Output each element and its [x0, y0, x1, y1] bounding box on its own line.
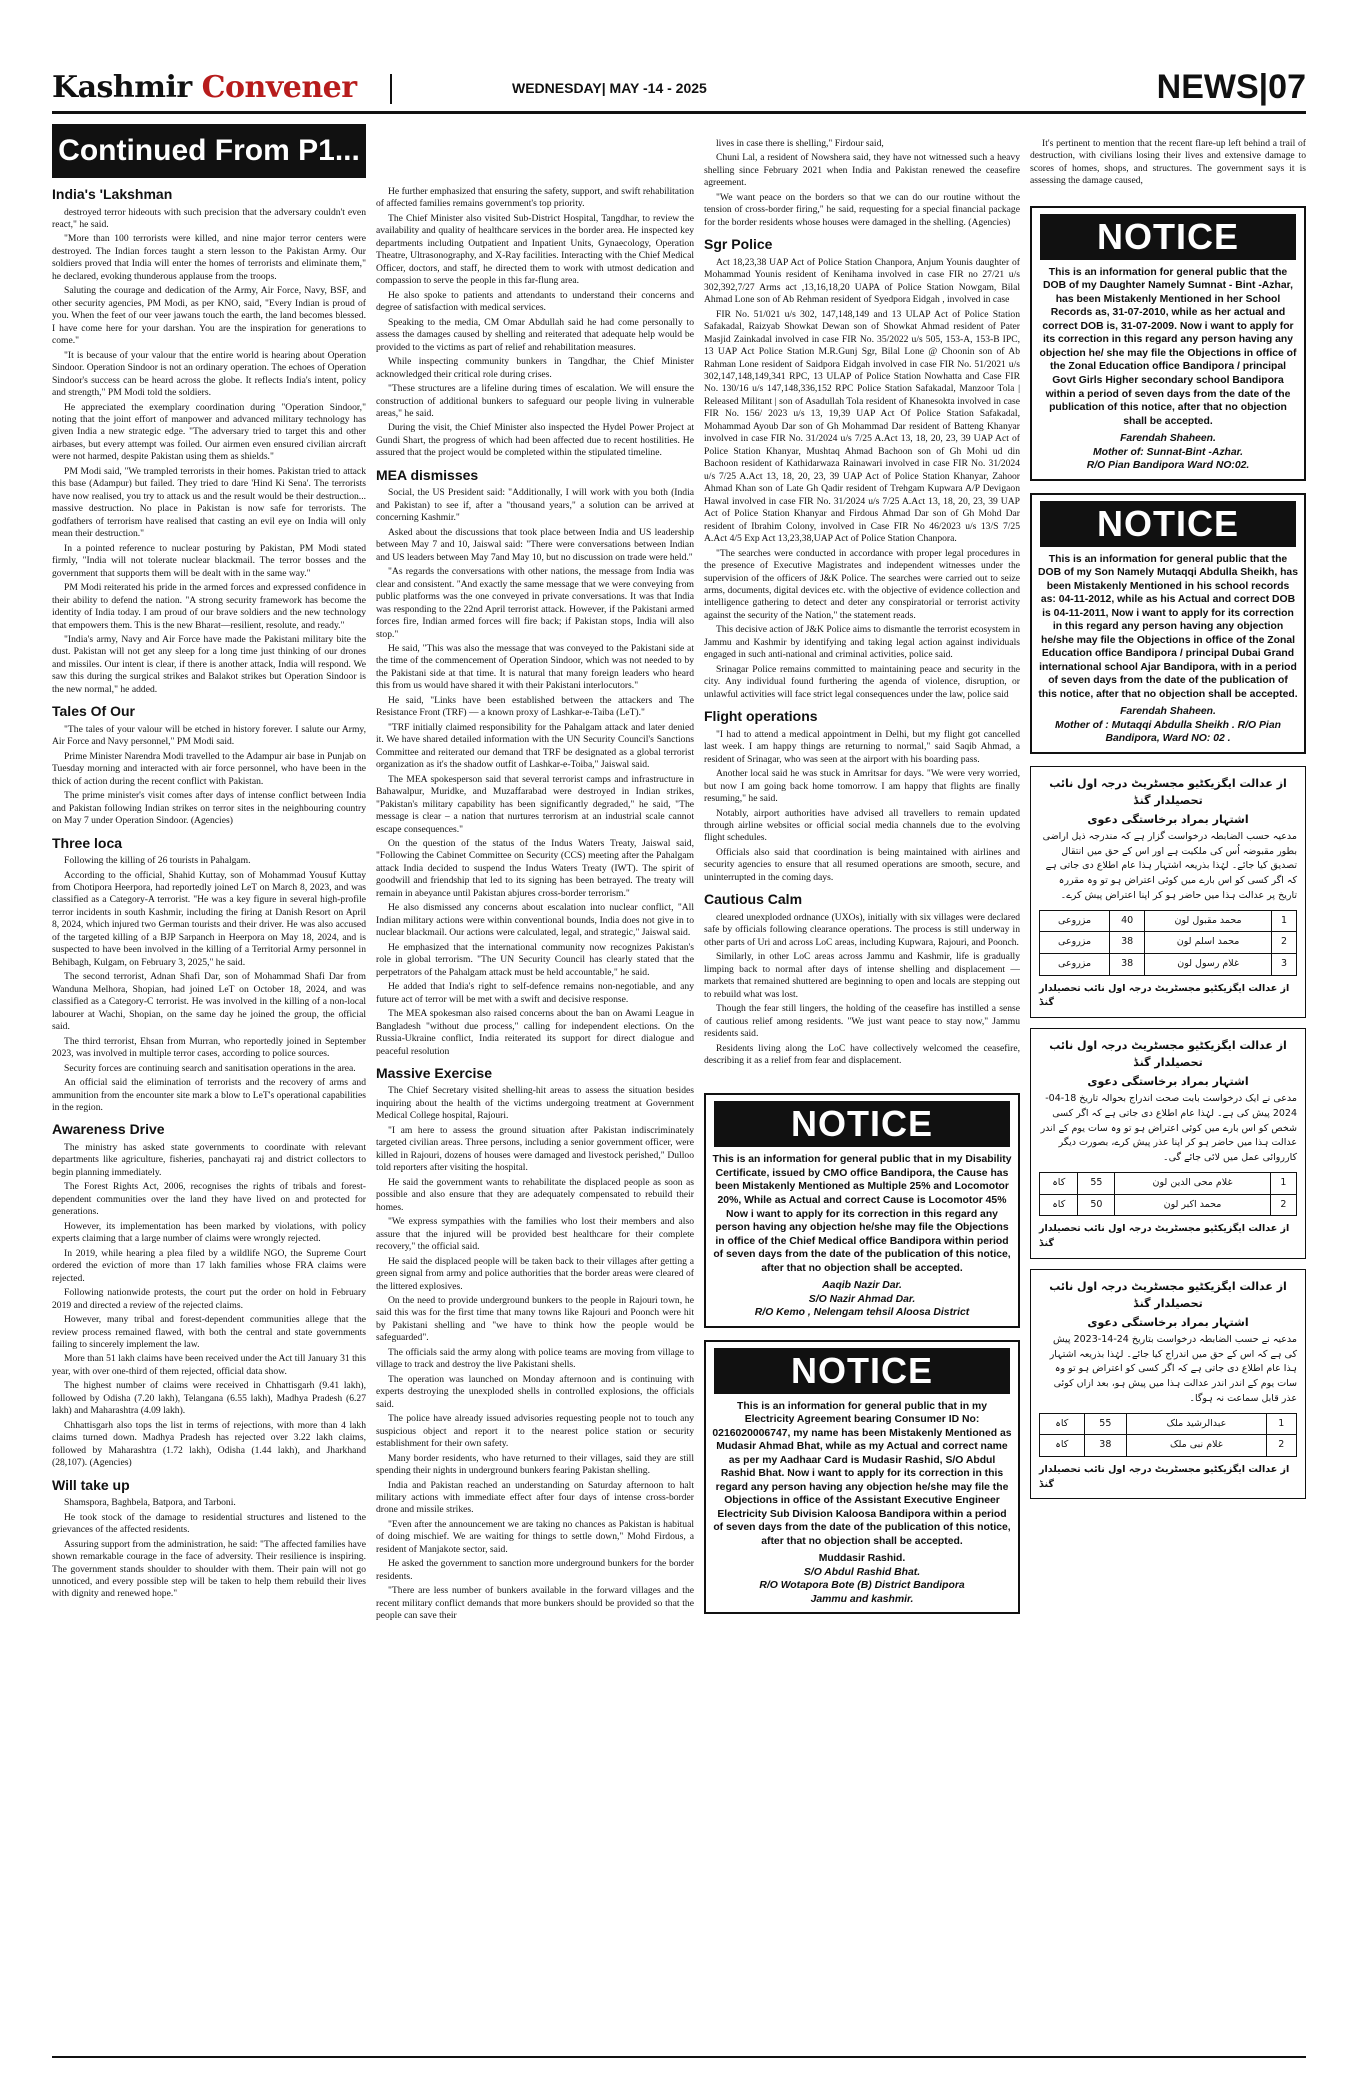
page-section-number: NEWS|07 — [1156, 68, 1306, 106]
paragraph: This decisive action of J&K Police aims to dismantle the terrorist ecosystem in Jammu and Kashmir by identifying and taking legal action against individuals engaged in such anti-national and criminal activities, police said. — [704, 624, 1020, 661]
article-heading-cautious-calm: Cautious Calm — [704, 891, 803, 908]
urdu-notice-subtitle: اشتہار بمراد برخاستگی دعوی — [1087, 812, 1249, 826]
paragraph: He added that India's right to self-defence remains non-negotiable, and any future act of terror will be met with a swift and decisive response. — [376, 981, 694, 1005]
paragraph: "India's army, Navy and Air Force have made the Pakistani military bite the dust. Pakistan will not get any sleep for a long time just thinking of our drones and missiles. Our intent is clear, if there is another attack, India will respond. We saw this during the surgical strikes and Balakot strikes but Operation Sindoor is the new normal," he added. — [52, 633, 366, 695]
notice-heading: NOTICE — [1040, 214, 1296, 260]
paragraph: During the visit, the Chief Minister also inspected the Hydel Power Project at Gundi Shart, the progress of which had been affected due to recent hostilities. He assured that the project would be completed within the stipulated timeline. — [376, 422, 694, 459]
paragraph: "It is because of your valour that the entire world is hearing about Operation Sindoor. Operation Sindoor is not an ordinary operation. The echoes of Operation Sindoor's success can be heard across the globe. It reflects India's intent, policy and strength," PM Modi told the soldiers. — [52, 349, 366, 399]
paragraph: Assuring support from the administration, he said: "The affected families have shown remarkable courage in the face of adversity. Their resilience is inspiring. The government stands shoulder to shoulder with them. Their pain will not go unnoticed, and every possible step will be taken to help them rebuild their lives with dignity and renewed hope." — [52, 1538, 366, 1600]
paragraph: FIR No. 51/021 u/s 302, 147,148,149 and 13 ULAP Act of Police Station Safakadal, Raizyab Showkat Dewan son of Showkat Ahmad resident of Pater Masjid Zainkadal involved in case FIR No. 35/2022 u/s 505, 153-A, 153-B IPC, 13 UAP Act Police Station M.R.Gunj Sgr, Bilal Lone @ Choonin son of Ab Rahman Lone resident of Saidpora Eidgah involved in case FIR No. 51/2021 u/s 302,147,148,149,341 RPC, 13 ULAP of Police Station Nowhatta and Case FIR No. 130/16 u/s 147,148,336,152 RPC Police Station Safakadal, Manzoor Tola | Released Militant | son of Asadullah Tola resident of Khanesokta involved in case FIR No. 156/ 2023 u/s 13, 19,39 UAP Act Of Police Station Safakadal, Mohammad Ayoub Dar son of Gh Mohammad Dar resident of Batteng Khanyar involved in case FIR No. 31/2024 u/s 7/25 A.Act 13, 18, 20, 23, 39 UAP Act of Police Station Khanyar, Mushtaq Ahmad Bachoon son of Gh Mohi ud din Bachoon resident of Kathidarwaza Rainawari involved in case FIR No. 31/2024 u/s 7/25 A.Act 13, 18, 20, 23, 39 UAP Act of Police Station Khanyar, Zahoor Ahmad Khan son of Late Gh Qadir resident of Trehgam Kupwara A/P Devigaon Hawal involved in case FIR No. 31/2024 u/s 7/25 A.Act 13, 18, 20, 23, 39 UAP Act of Police Station Khanyar and Firdous Ahmad Dar son of Gh Mohd Dar resident of Ibrahim Colony, involved in Case FIR No 46/2023 u/s 13/S 7/25 A.Act 4/5 Exp Act 13,23,38,UAP Act of Police Station Chanpora. — [704, 308, 1020, 545]
table-row — [1040, 954, 1297, 976]
urdu-notice-footer: از عدالت ایگزیکٹیو مجسٹریٹ درجہ اول نائب تحصیلدار گنڈ — [1039, 1223, 1290, 1250]
paragraph: Shamspora, Baghbela, Batpora, and Tarboni. — [64, 1497, 236, 1509]
table-cell: 3 — [1271, 954, 1296, 976]
paragraph: He also dismissed any concerns about escalation into nuclear conflict, "All Indian military actions were within conventional bounds, India does not give in to nuclear blackmail. Our actions were calculated, legal, and strategic," Jaiswal said. — [376, 902, 694, 939]
paragraph: The MEA spokesman also raised concerns about the ban on Awami League in Bangladesh "without due process," calling for independent elections. On the Russia-Ukraine conflict, India reiterated its support for direct dialogue and peaceful resolution — [376, 1008, 694, 1057]
paragraph: Asked about the discussions that took place between India and US leadership between May 7 and 10, Jaiswal said: "There were conversations between Indian and US leaders between May 7and May 10, but no discussion on trade were held." — [376, 526, 694, 563]
table-cell: کاہ — [1040, 1194, 1078, 1216]
paragraph: The police have already issued advisories requesting people not to touch any suspicious object and report it to the nearest police station or security establishment for their own safety. — [376, 1413, 694, 1450]
paragraph: He appreciated the exemplary coordination during "Operation Sindoor," noting that the joint effort of manpower and advanced military technology has given India a new strategic edge. "The adversary tried to target this and other airbases, but every attempt was foiled. Our airmen even ensured civilian aircraft were not harmed, despite Pakistan using them as shields." — [52, 401, 366, 463]
urdu-notice-footer: از عدالت ایگزیکٹیو مجسٹریٹ درجہ اول نائب تحصیلدار گنڈ — [1039, 982, 1290, 1009]
notice-signature: Farendah Shaheen. — [1120, 433, 1216, 445]
paragraph: The second terrorist, Adnan Shafi Dar, son of Mohammad Shafi Dar from Wanduna Melhora, Shopian, had joined LeT on October 18, 2024, and was classified as a Category-C terrorist. He was involved in the killing of a non-local labourer at Wachi, Shopian, on the same day he joined the group, the official said. — [52, 971, 366, 1033]
paragraph: Following the killing of 26 tourists in Pahalgam. — [64, 855, 251, 867]
paragraph: Saluting the courage and dedication of the Army, Air Force, Navy, BSF, and other security agencies, PM Modi, as per KNO, said, "Every Indian is proud of you. When the feet of our veer jawans touch the earth, the land becomes blessed. I have come here for your darshan. You are the inspiration for generations to come." — [52, 285, 366, 347]
table-cell: 38 — [1110, 954, 1145, 976]
table-cell: 2 — [1266, 1435, 1296, 1457]
paragraph: On the question of the status of the Indus Waters Treaty, Jaiswal said, "Following the Cabinet Committee on Security (CCS) meeting after the Pahalgam attack India decided to suspend the Indus Waters Treaty (IWT). The spirit of goodwill and friendship that led to its signing has been betrayed. The treaty will remain in abeyance until Pakistan abjures cross-border terrorism." — [376, 838, 694, 899]
issue-date: WEDNESDAY| MAY -14 - 2025 — [512, 80, 707, 96]
urdu-notice-text: مدعیہ نے حسب الضابطہ درخواست بتاریخ 24-14-2023 پیش کی ہے کہ اس کے حق میں اندراج کیا جائے۔ لہٰذا بذریعہ اشتہار ہذا عام اطلاع دی جاتی ہے کہ اگر کسی کو اعتراض ہو تو وہ سات یوم کے اندر اندر عدالت ہذا میں پیش ہو، بعد ازاں کوئی عذر قابل سماعت نہ ہوگا۔ — [1049, 1333, 1297, 1404]
paragraph: He asked the government to sanction more underground bunkers for the border residents. — [376, 1558, 694, 1582]
paragraph: The prime minister's visit comes after days of intense conflict between India and Pakistan following Indian strikes on terror sites in the neighbouring country on May 7 under Operation Sindoor. (Agencies) — [52, 790, 366, 827]
paragraph: "I had to attend a medical appointment in Delhi, but my flight got cancelled last week. I am happy things are returning to normal," said Saqib Ahmad, a resident of Srinagar, who was seen at the airport with his boarding pass. — [704, 728, 1020, 765]
paragraph: He further emphasized that ensuring the safety, support, and swift rehabilitation of affected families remains government's top priority. — [376, 186, 694, 210]
article-heading-sgr-police: Sgr Police — [704, 236, 773, 253]
paragraph: The Forest Rights Act, 2006, recognises the rights of tribals and forest-dependent communities over the land they have lived on and protected for generations. — [52, 1181, 366, 1218]
paragraph: The officials said the army along with police teams are moving from village to village to track and destroy the live Pakistani shells. — [376, 1346, 694, 1371]
table-cell: محمد مقبول لون — [1145, 910, 1272, 932]
newspaper-page — [52, 124, 1306, 2042]
table-cell: کاہ — [1040, 1172, 1078, 1194]
urdu-notice-subtitle: اشتہار بمراد برخاستگی دعوی — [1087, 1075, 1249, 1089]
notice-signature: R/O Pian Bandipora Ward NO:02. — [1086, 460, 1250, 472]
notice-signature: Jammu and kashmir. — [810, 1593, 914, 1605]
paragraph: Srinagar Police remains committed to maintaining peace and security in the city. Any individual found furthering the agenda of violence, disruption, or unlawful activities will face strict legal consequences under the law, police said — [704, 663, 1020, 700]
urdu-court-notice-3 — [1030, 1269, 1306, 1500]
paragraph: An official said the elimination of terrorists and the recovery of arms and ammunition from the encounter site mark a blow to LeT's operational capabilities in the region. — [52, 1077, 366, 1113]
article-heading-flight-operations: Flight operations — [704, 708, 818, 725]
urdu-notice-table — [1039, 910, 1297, 976]
paragraph: He said the displaced people will be taken back to their villages after getting a green signal from army and police authorities that the border areas were cleared of the littered explosives. — [376, 1255, 694, 1292]
notice-signature: S/O Abdul Rashid Bhat. — [803, 1566, 921, 1578]
paragraph: He emphasized that the international community now recognizes Pakistan's role in global terrorism. "The UN Security Council has clearly stated that the perpetrators of the Pahalgam attack must be held accountable," he said. — [376, 941, 694, 978]
table-cell: 2 — [1270, 1194, 1296, 1216]
paragraph: Officials also said that coordination is being maintained with airlines and security agencies to ensure that all resumed operations are smooth, secure, and uninterrupted in the coming days. — [704, 846, 1020, 883]
table-cell: 38 — [1084, 1435, 1127, 1457]
masthead-divider — [390, 74, 392, 104]
urdu-notice-text: مدعیہ حسب الضابطہ درخواست گزار ہے کہ مندرجہ ذیل اراضی بطور مقبوضہ اُس کی ملکیت ہے اور اس کے حق میں انتقال تصدیق کیا جائے۔ لہٰذا بذریعہ اشتہار ہذا عام اطلاع دی جاتی ہے کہ اگر کسی کو اس بارے میں کوئی اعتراض ہو تو وہ مقررہ تاریخ پر عدالت ہذا میں حاضر ہو کر اپنا اعتراض پیش کرے۔ — [1042, 830, 1297, 901]
article-heading-tales: Tales Of Our — [52, 703, 135, 720]
paragraph: Prime Minister Narendra Modi travelled to the Adampur air base in Punjab on Tuesday morning and interacted with air force personnel, who have been in the thick of action during the recent conflict with Pakistan. — [52, 750, 366, 787]
paragraph: PM Modi reiterated his pride in the armed forces and expressed confidence in their ability to defend the nation. "A strong security framework has become the identity of India today. I am proud of our brave soldiers and the new technology that empowers them. This is the new Bharat—resilient, resolute, and ready." — [52, 582, 366, 631]
notice-signature: Mother of: Sunnat-Bint -Azhar. — [1092, 446, 1244, 458]
table-cell: مزروعی — [1040, 932, 1110, 954]
notice-heading: NOTICE — [1040, 501, 1296, 547]
article-heading-awareness: Awareness Drive — [52, 1121, 165, 1138]
paragraph: He said, "This was also the message that was conveyed to the Pakistani side at the time of the commencement of Operation Sindoor, which was not needed to by the Pakistani side at that time. It is natural that many foreign leaders who heard this from us would have shared it with their Pakistani interlocutors." — [376, 642, 694, 692]
paragraph: Similarly, in other LoC areas across Jammu and Kashmir, life is gradually limping back to normal after days of intense shelling and displacement — markets that remained shuttered are beginning to open and locals are stepping out to rebuild what was lost. — [704, 951, 1020, 1000]
article-heading-three-loca: Three loca — [52, 834, 123, 851]
table-row — [1040, 1194, 1297, 1216]
paragraph: Many border residents, who have returned to their villages, said they are still spending their nights in underground bunkers fearing Pakistan shelling. — [376, 1452, 694, 1477]
paragraph: Another local said he was stuck in Amritsar for days. "We were very worried, but now I am going back home tomorrow. I am happy that flights are finally resuming," he said. — [704, 768, 1020, 805]
paragraph: He said, "Links have been established between the attackers and The Resistance Front (TRF) — a known proxy of Lashkar-e-Taiba (LeT)." — [376, 694, 694, 719]
table-cell: 1 — [1271, 910, 1296, 932]
paragraph: More than 51 lakh claims have been received under the Act till January 31 this year, with over one-third of them rejected, official data show. — [52, 1353, 366, 1377]
notice-signature: Muddasir Rashid. — [818, 1553, 906, 1565]
masthead — [52, 62, 1306, 114]
urdu-notice-text: مدعی نے ایک درخواست بابت صحت اندراج بحوالہ تاریخ 18-04-2024 پیش کی ہے۔ لہٰذا عام اطلاع دی جاتی ہے کہ اگر کسی شخص کو اس بارے میں کوئی اعتراض ہو تو وہ سات یوم کے اندر عدالت ہذا میں حاضر ہو کر اپنا عذر پیش کرے، بصورت دیگر کارروائی عمل میں لائی جائے گی۔ — [1040, 1093, 1297, 1164]
notice-signature: Aaqib Nazir Dar. — [822, 1280, 902, 1292]
table-cell: مزروعی — [1040, 910, 1110, 932]
urdu-notice-footer: از عدالت ایگزیکٹیو مجسٹریٹ درجہ اول نائب تحصیلدار گنڈ — [1039, 1463, 1290, 1490]
notice-body: This is an information for general public that in my Disability Certificate, issued by CMO office Bandipora, the Cause has been Mistakenly Mentioned as Multiple 25% and Locomotor 20%, While as Actual and correct Cause is Locomotor 45% Now i want to apply for its correction in this regard any person having any objection he/she may file the Objections in office of the Chief Medical office Bandipora within period of seven days from the date of the publication of this notice, after that no objection shall be accepted. — [712, 1154, 1012, 1274]
table-cell: 55 — [1084, 1413, 1127, 1435]
notice-signature: R/O Kemo , Nelengam tehsil Aloosa District — [754, 1307, 970, 1319]
article-heading-lakshman: India's 'Lakshman — [52, 186, 173, 202]
table-row — [1040, 1435, 1297, 1457]
table-cell: 2 — [1271, 932, 1296, 954]
urdu-court-notice-2 — [1030, 1028, 1306, 1259]
urdu-notice-title: از عدالت ایگزیکٹیو مجسٹریٹ درجہ اول نائب تحصیلدار گنڈ — [1049, 776, 1287, 807]
notice-signature: Mother of : Mutaqqi Abdulla Sheikh . R/O Pian — [1055, 719, 1281, 731]
table-cell: عبدالرشید ملک — [1127, 1413, 1266, 1435]
paragraph: Chuni Lal, a resident of Nowshera said, they have not witnessed such a heavy shelling since February 2021 when India and Pakistan renewed the ceasefire agreement. — [704, 152, 1020, 189]
paragraph: The highest number of claims were received in Chhattisgarh (9.41 lakh), followed by Odisha (7.20 lakh), Telangana (6.55 lakh), Madhya Pradesh (6.27 lakh) and Maharashtra (4.09 lakh). — [52, 1380, 366, 1417]
table-row — [1040, 1413, 1297, 1435]
table-cell: غلام رسول لون — [1145, 954, 1272, 976]
table-cell: محمد اسلم لون — [1145, 932, 1272, 954]
table-cell: 38 — [1110, 932, 1145, 954]
paragraph: However, many tribal and forest-dependent communities allege that the review process remained flawed, with both the central and state governments failing to sincerely implement the law. — [52, 1314, 366, 1350]
paragraph: The MEA spokesperson said that several terrorist camps and infrastructure in Bahawalpur, Muridke, and Muzaffarabad were destroyed in Indian strikes, "Pakistan's military capability has been significantly degraded," he said, "The message is clear – a nation that nurtures terrorism at an industrial scale cannot escape consequences." — [376, 773, 694, 835]
paragraph: The Chief Secretary visited shelling-hit areas to assess the situation besides inquiring about the health of the victims undergoing treatment at Government Medical College hospital, Rajouri. — [376, 1085, 694, 1122]
notice-electricity-agreement — [704, 1340, 1020, 1615]
notice-body: This is an information for general public that in my Electricity Agreement bearing Consumer ID No: 0216020006747, my name has been Mistakenly Mentioned as Mudasir Ahmad Bhat, while as my Actual and correct name as per my Aadhaar Card is Mudasir Rashid, S/O Abdul Rashid Bhat. Now i want to apply for its correction in this regard any person having any objection he/she may file the Objections in office of the Assistant Executive Engineer Electricity Sub Division Kaloosa Bandipora within a period of seven days from the date of the publication of this notice, after that no objection shall be accepted. — [712, 1400, 1012, 1547]
urdu-court-notice-1 — [1030, 766, 1306, 1018]
notice-signature: Farendah Shaheen. — [1120, 706, 1216, 718]
paragraph: The ministry has asked state governments to coordinate with relevant departments like agriculture, fisheries, panchayati raj and district collectors to begin planning immediately. — [52, 1141, 366, 1178]
notice-body: This is an information for general public that the DOB of my Son Namely Mutaqqi Abdulla Sheikh, has been Mistakenly Mentioned in his school records as: 04-11-2012, while as his Actual and correct DOB is 04-11-2011, Now i want to apply for its correction in this regard any person having any objection he/she may file the Objections in office of the Zonal Education office Bandipora / principal Dubai Grand international school Ajar Bandipora, with in a period of seven days from the date of the publication of this notice, after that no objection shall be accepted. — [1038, 553, 1298, 700]
paragraph: Following nationwide protests, the court put the order on hold in February 2019 and directed a review of the rejected claims. — [52, 1287, 366, 1311]
table-cell: کاہ — [1040, 1413, 1085, 1435]
notice-body: This is an information for general public that the DOB of my Daughter Namely Sumnat - Bint -Azhar, has been Mistakenly Mentioned in her School Records as, 31-07-2010, while as her actual and correct DOB is, 31-07-2009. Now i want to apply for its correction in this regard any person having any objection he/ she may file the Objections in office of the Zonal Education office Bandipora / principal Govt Girls Higher secondary school Bandipora within a period of seven days from the date of the publication of this notice, after that no objection shall be accepted. — [1039, 266, 1297, 427]
table-row — [1040, 910, 1297, 932]
urdu-notice-table — [1039, 1413, 1297, 1457]
logo-word-2: Convener — [201, 70, 357, 105]
table-row — [1040, 1172, 1297, 1194]
notice-signature: Bandipora, Ward NO: 02 . — [1105, 733, 1231, 745]
paragraph: On the need to provide underground bunkers to the people in Rajouri town, he said this was for the first time that many towns like Rajouri and Poonch were hit by Pakistani shelling and "we have to think how the people would be safeguarded". — [376, 1294, 694, 1344]
paragraph: "These structures are a lifeline during times of escalation. We will ensure the construction of additional bunkers to safeguard our people living in vulnerable areas," he said. — [376, 383, 694, 419]
paragraph: However, its implementation has been marked by violations, with policy experts claiming that a large number of claims were wrongly rejected. — [52, 1220, 366, 1245]
column-2 — [376, 186, 694, 2042]
notice-heading: NOTICE — [714, 1348, 1010, 1394]
column-4 — [1030, 138, 1306, 2042]
table-cell: 40 — [1110, 910, 1145, 932]
paragraph: Though the fear still lingers, the holding of the ceasefire has instilled a sense of cautious relief among residents. "We just want peace to stay now," Jammu residents said. — [704, 1003, 1020, 1040]
paragraph: The Chief Minister also visited Sub-District Hospital, Tangdhar, to review the availability and quality of healthcare services in the border area. He inspected key departments including Outpatient and Inpatient Units, Gynaecology, Operation Theatre, Ultrasonography, and X-Ray facilities. Interacting with the Chief Medical Officer, doctors, and staff, he directed them to work with utmost dedication and compassion to serve the people in this far-flung area. — [376, 212, 694, 287]
paragraph: "More than 100 terrorists were killed, and nine major terror centers were destroyed. The Indian forces taught a stern lesson to the Pakistan Army. Our soldiers proved that India will enter the homes of terrorists and eliminate them," he declared, evoking thunderous applause from the troops. — [52, 233, 366, 282]
paragraph: Notably, airport authorities have advised all travellers to remain updated through airline websites or official social media channels due to the evolving flight schedules. — [704, 807, 1020, 844]
paragraph: He also spoke to patients and attendants to understand their concerns and degree of satisfaction with medical services. — [376, 289, 694, 314]
page-bottom-rule — [52, 2056, 1306, 2058]
notice-dob-son — [1030, 493, 1306, 754]
paragraph: lives in case there is shelling," Firdour said, — [716, 138, 884, 149]
table-cell: غلام محی الدین لون — [1115, 1172, 1270, 1194]
notice-disability-certificate — [704, 1093, 1020, 1327]
paragraph: The operation was launched on Monday afternoon and is continuing with experts destroying the unexploded shells in controlled explosions, the officials said. — [376, 1373, 694, 1410]
paragraph: Security forces are continuing search and sanitisation operations in the area. — [64, 1062, 356, 1074]
article-heading-will-take-up: Will take up — [52, 1476, 130, 1493]
paragraph: "We want peace on the borders so that we can do our routine without the tension of cross-border firing," he said, requesting for a special financial package for the border residents whose houses were damaged in the shelling. (Agencies) — [704, 191, 1020, 228]
table-cell: 50 — [1078, 1194, 1115, 1216]
paragraph: Social, the US President said: "Additionally, I will work with you both (India and Pakistan) to see if, after a "thousand years," a solution can be arrived at concerning Kashmir." — [376, 487, 694, 524]
paragraph: "As regards the conversations with other nations, the message from India was clear and consistent. "And exactly the same message that we were conveying from public platforms was the one conveyed in private conversations. It was that India was responding to the 22nd April terrorist attack. However, if the Pakistani armed forces fire, Indian armed forces will fire back; if Pakistan stops, India will also stop." — [376, 566, 694, 640]
table-cell: کاہ — [1040, 1435, 1085, 1457]
paragraph: India and Pakistan reached an understanding on Saturday afternoon to halt military actions with immediate effect after four days of intense cross-border drone and missile strikes. — [376, 1479, 694, 1516]
paragraph: destroyed terror hideouts with such precision that the adversary couldn't even react," he said. — [52, 206, 366, 230]
table-cell: مزروعی — [1040, 954, 1110, 976]
paragraph: In a pointed reference to nuclear posturing by Pakistan, PM Modi stated firmly, "India will not tolerate nuclear blackmail. The terror bosses and the government that supports them will be dealt with in the same way." — [52, 542, 366, 579]
paragraph: According to the official, Shahid Kuttay, son of Mohammad Yousuf Kuttay from Chotipora Heerpora, had reportedly joined LeT on March 8, 2023, and was classified as a Category-A terrorist. "He was a key figure in several high-profile terror incidents in south Kashmir, including the firing at Danish Resort on April 8, 2024, which injured two German tourists and their driver. He was also accused of the targeted killing of a BJP Sarpanch in Heerpora on May 18, 2024, and is suspected to have been involved in the killing of a Territorial Army personnel in Behibagh, Kulgam, on February 3, 2025," he said. — [52, 869, 366, 968]
paragraph: "We express sympathies with the families who lost their members and also assure that the injured will be provided best healthcare for their complete recovery," the official said. — [376, 1216, 694, 1253]
paragraph: PM Modi said, "We trampled terrorists in their homes. Pakistan tried to attack this base (Adampur) but failed. They tried to dare 'Hind Ki Sena'. The terrorists have now realised, you try to attack us and the result would be their destruction... massive destruction. No place in Pakistan is now safe for terrorists. The godfathers of terrorism have realised that casting an evil eye on India will only mean their destruction." — [52, 465, 366, 540]
paragraph: Act 18,23,38 UAP Act of Police Station Chanpora, Anjum Younis daughter of Mohammad Younis resident of Kenihama involved in case FIR no 27/21 u/s 302,392,7/27 Arms act ,13,16,18,20 UAPA of Police Station Nowgam, Bilal Ahmad Lone son of Ab Rehman resident of Syedpora Eidgah , involved in case — [704, 256, 1020, 306]
paragraph: In 2019, while hearing a plea filed by a wildlife NGO, the Supreme Court ordered the eviction of more than 17 lakh families whose FRA claims were rejected. — [52, 1247, 366, 1284]
table-cell: 1 — [1266, 1413, 1296, 1435]
paragraph: "The searches were conducted in accordance with proper legal procedures in the presence of Executive Magistrates and independent witnesses under the supervision of the officers of J&K Police. The searches were carried out to seize arms, documents, digital devices etc. with the objective of evidence collection and intelligence gathering to detect and deter any conspiratorial or terrorist activity against the security of the Nation," the statement reads. — [704, 547, 1020, 621]
table-row — [1040, 932, 1297, 954]
table-cell: محمد اکبر لون — [1115, 1194, 1270, 1216]
table-cell: غلام نبی ملک — [1127, 1435, 1266, 1457]
newspaper-logo — [52, 70, 357, 105]
notice-signature: R/O Wotapora Bote (B) District Bandipora — [759, 1580, 965, 1592]
urdu-notice-title: از عدالت ایگزیکٹیو مجسٹریٹ درجہ اول نائب تحصیلدار گنڈ — [1049, 1039, 1287, 1070]
paragraph: While inspecting community bunkers in Tangdhar, the Chief Minister acknowledged their critical role during crises. — [376, 356, 694, 380]
paragraph: The third terrorist, Ehsan from Murran, who reportedly joined in September 2023, was involved in multiple terror cases, according to police sources. — [52, 1035, 366, 1060]
article-heading-massive-exercise: Massive Exercise — [376, 1064, 492, 1081]
paragraph: "There are less number of bunkers available in the forward villages and the recent military conflict demands that more bunkers should be provided so that the people can save their — [376, 1585, 694, 1622]
table-cell: 55 — [1078, 1172, 1115, 1194]
paragraph: cleared unexploded ordnance (UXOs), initially with six villages were declared safe by officials following clearance operations. The process is still underway in other parts of Uri and across LoC areas, including Kupwara, Rajouri, and Poonch. — [704, 911, 1020, 948]
column-1 — [52, 124, 366, 2042]
paragraph: "Even after the announcement we are taking no chances as Pakistan is habitual of doing mischief. We are waiting for things to settle down," Mohd Firdous, a resident of Manjakote sector, said. — [376, 1518, 694, 1555]
paragraph: Speaking to the media, CM Omar Abdullah said he had come personally to assess the damages caused by shelling and reiterated that adequate help would be provided to the victims as part of relief and rehabilitation measures. — [376, 316, 694, 353]
table-cell: 1 — [1270, 1172, 1296, 1194]
urdu-notice-subtitle: اشتہار بمراد برخاستگی دعوی — [1087, 1315, 1249, 1329]
paragraph: "The tales of your valour will be etched in history forever. I salute our Army, Air Force and Navy personnel," PM Modi said. — [52, 723, 366, 748]
article-heading-mea: MEA dismisses — [376, 466, 479, 483]
urdu-notice-table — [1039, 1172, 1297, 1216]
column-3 — [704, 138, 1020, 2042]
paragraph: It's pertinent to mention that the recent flare-up left behind a trail of destruction, with civilians losing their lives and extensive damage to scores of homes, shops, and structures. The government says it is assessing the damage caused, — [1030, 138, 1306, 187]
notice-dob-daughter — [1030, 206, 1306, 481]
continued-banner: Continued From P1... — [52, 124, 366, 178]
paragraph: He said the government wants to rehabilitate the displaced people as soon as possible and also ensure that they are adequately compensated to rebuild their homes. — [376, 1176, 694, 1213]
logo-word-1: Kashmir — [52, 70, 192, 105]
paragraph: "I am here to assess the ground situation after Pakistan indiscriminately targeted civilian areas. Three persons, including a senior government officer, were killed in Rajouri, dozens of houses were damaged and livestock perished," Dulloo told reporters after visiting the hospital. — [376, 1124, 694, 1174]
notice-heading: NOTICE — [714, 1101, 1010, 1147]
urdu-notice-title: از عدالت ایگزیکٹیو مجسٹریٹ درجہ اول نائب تحصیلدار گنڈ — [1049, 1279, 1287, 1310]
notice-signature: S/O Nazir Ahmad Dar. — [808, 1293, 916, 1305]
paragraph: Residents living along the LoC have collectively welcomed the ceasefire, describing it as a relief from fear and displacement. — [704, 1042, 1020, 1066]
paragraph: "TRF initially claimed responsibility for the Pahalgam attack and later denied it. We have shared detailed information with the UN Security Council's Sanctions Committee and reiterated our demand that TRF be designated as a global terrorist organization as it's the shadow outfit of Lashkar-e-Toiba," Jaiswal said. — [376, 721, 694, 771]
paragraph: Chhattisgarh also tops the list in terms of rejections, with more than 4 lakh claims turned down. Madhya Pradesh has rejected over 3.22 lakh claims, followed by Maharashtra (1.72 lakh), Odisha (1.44 lakh), and Jharkhand (28,107). (Agencies) — [52, 1419, 366, 1469]
paragraph: He took stock of the damage to residential structures and listened to the grievances of the affected residents. — [52, 1511, 366, 1536]
